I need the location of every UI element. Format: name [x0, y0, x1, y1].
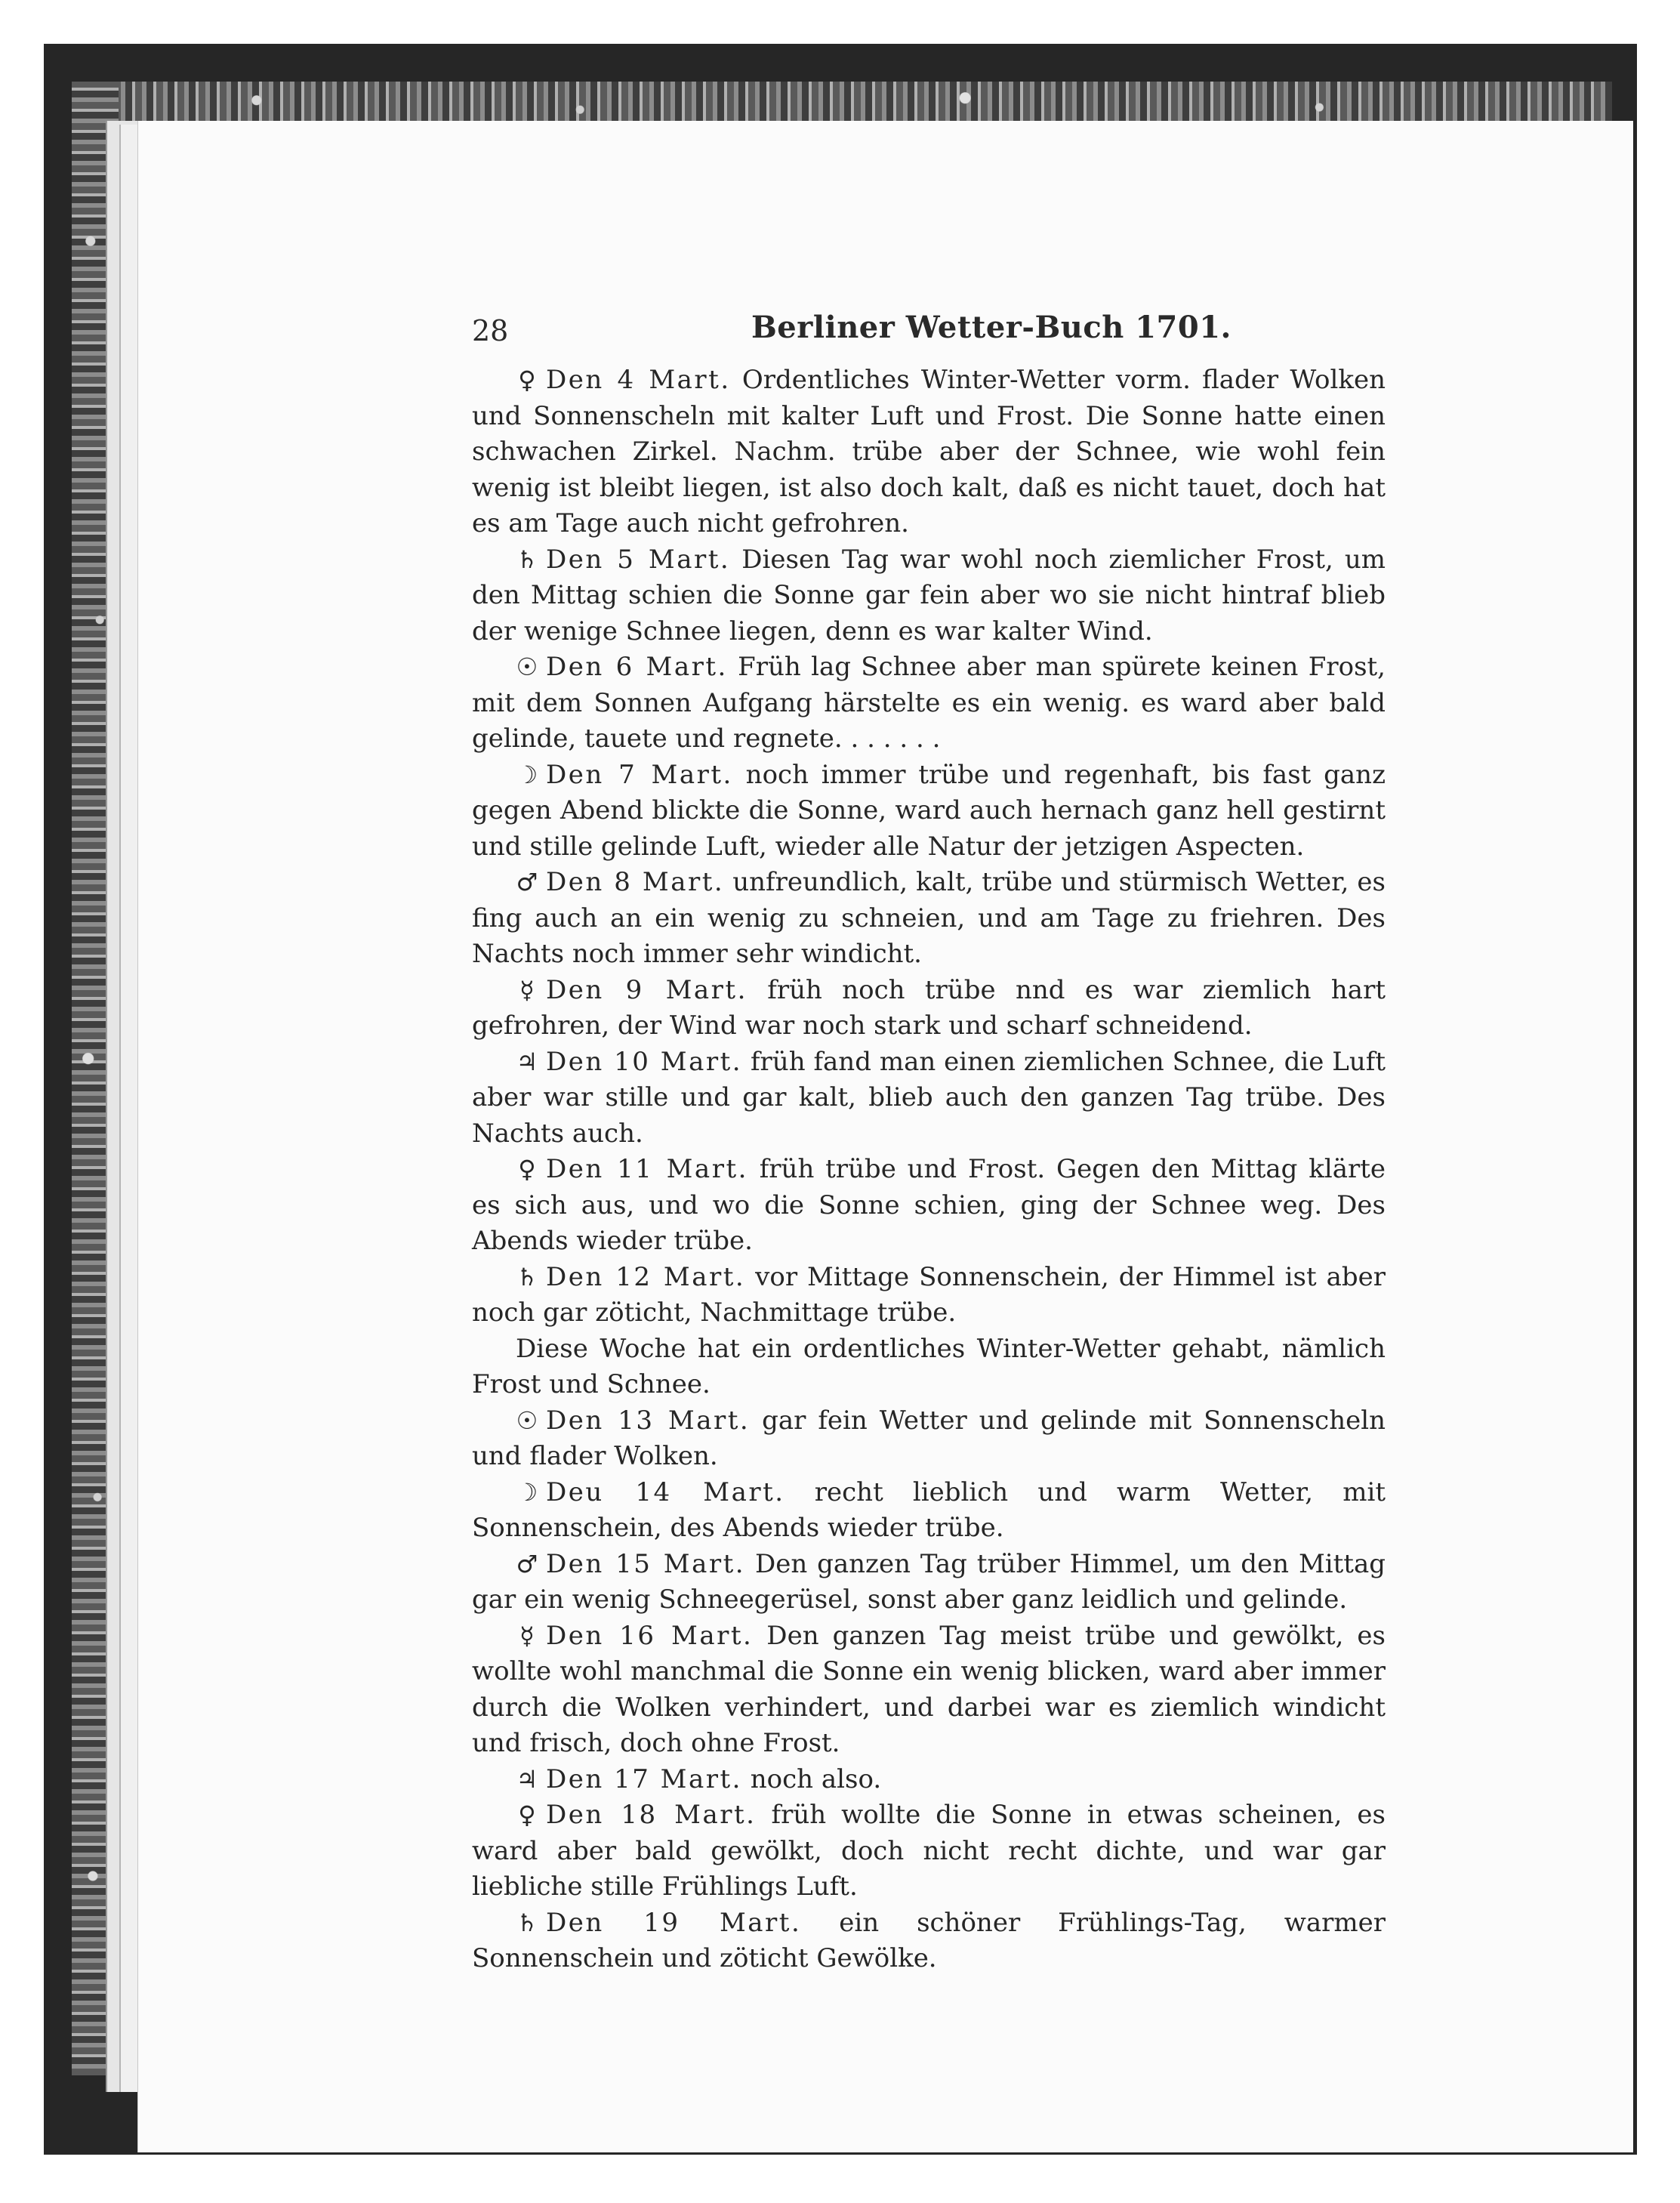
entry-date: Den 12 Mart. — [546, 1261, 746, 1292]
entry-date: Den 13 Mart. — [546, 1405, 751, 1436]
diary-entry — [472, 1260, 1386, 1331]
entry-date: Den 6 Mart. — [546, 652, 728, 682]
entry-date: Den 18 Mart. — [546, 1800, 757, 1830]
page-number: 28 — [472, 314, 509, 347]
entry-text: noch also. — [741, 1763, 882, 1794]
diary-entry — [472, 973, 1386, 1044]
mars-icon: ♂ — [516, 868, 538, 896]
mars-icon: ♂ — [516, 1549, 538, 1578]
diary-entry — [472, 1475, 1386, 1547]
sun-icon: ☉ — [516, 1405, 538, 1435]
entry-text: gar fein Wetter und gelinde mit Sonnenscheln und flader Wolken. — [472, 1405, 1386, 1471]
diary-entry — [472, 1152, 1386, 1260]
diary-entry — [472, 1044, 1386, 1152]
entry-text: früh wollte die Sonne in etwas scheinen, es ward aber bald gewölkt, doch nicht recht dichte, und war gar liebliche stille Frühlings Luft. — [472, 1800, 1386, 1902]
entry-text: recht lieblich und warm Wetter, mit Sonnenschein, des Abends wieder trübe. — [472, 1476, 1386, 1543]
entry-date: Den 9 Mart. — [546, 974, 748, 1005]
entry-text: noch immer trübe und regenhaft, bis fast ganz gegen Abend blickte die Sonne, ward auch hernach ganz hell gestirnt und stille gelinde Luft, wieder alle Natur der jetzigen Aspecten. — [472, 759, 1386, 862]
entry-text: Den ganzen Tag trüber Himmel, um den Mittag gar ein wenig Schneegerüsel, sonst aber ganz leidlich und gelinde. — [472, 1548, 1386, 1615]
venus-icon: ♀ — [518, 1800, 536, 1829]
entry-text: unfreundlich, kalt, trübe und stürmisch Wetter, es fing auch an ein wenig zu schneien, und am Tage zu friehren. Des Nachts noch immer sehr windicht. — [472, 867, 1386, 969]
entry-text: ein schöner Frühlings-Tag, warmer Sonnenschein und zöticht Gewölke. — [472, 1907, 1386, 1973]
running-title: Berliner Wetter-Buch 1701. — [751, 310, 1231, 345]
jupiter-icon: ♃ — [516, 1764, 538, 1794]
diary-entry — [472, 1403, 1386, 1475]
entry-text: früh fand man einen ziemlichen Schnee, die Luft aber war stille und gar kalt, blieb auch den ganzen Tag trübe. Des Nachts auch. — [472, 1046, 1386, 1149]
diary-entry — [472, 757, 1386, 865]
diary-entry — [472, 1618, 1386, 1762]
diary-entry — [472, 649, 1386, 757]
entry-date: Den 4 Mart. — [546, 365, 731, 395]
saturn-icon: ♄ — [516, 1262, 538, 1291]
saturn-icon: ♄ — [516, 545, 538, 574]
entry-text: Ordentliches Winter-Wetter vorm. flader Wolken und Sonnenscheln mit kalter Luft und Frost. Die Sonne hatte einen schwachen Zirkel. Nachm. trübe aber der Schnee, wie wohl fein wenig ist bleibt liegen, ist also doch kalt, daß es nicht tauet, doch hat es am Tage auch nicht gefrohren. — [472, 365, 1386, 538]
entry-text: Früh lag Schnee aber man spürete keinen Frost, mit dem Sonnen Aufgang härstelte es ein wenig. es ward aber bald gelinde, tauete und regnete. . . . . . . — [472, 652, 1386, 754]
jupiter-icon: ♃ — [516, 1047, 538, 1076]
diary-entry — [472, 1331, 1386, 1403]
moon-icon: ☽ — [516, 760, 538, 789]
sun-icon: ☉ — [516, 653, 538, 681]
diary-entry — [472, 542, 1386, 650]
page-body — [472, 363, 1386, 1977]
entry-text: Diese Woche hat ein ordentliches Winter-Wetter gehabt, nämlich Frost und Schnee. — [472, 1333, 1386, 1399]
entry-text: früh trübe und Frost. Gegen den Mittag klärte es sich aus, und wo die Sonne schien, ging der Schnee weg. Des Abends wieder trübe. — [472, 1154, 1386, 1256]
mercury-icon: ☿ — [519, 1621, 535, 1650]
venus-icon: ♀ — [518, 1155, 536, 1183]
entry-date: Den 15 Mart. — [546, 1548, 746, 1579]
diary-entry — [472, 1762, 1386, 1798]
entry-date: Den 16 Mart. — [546, 1620, 754, 1651]
entry-date: Den 10 Mart. — [546, 1046, 743, 1077]
diary-entry — [472, 363, 1386, 542]
entry-text: Den ganzen Tag meist trübe und gewölkt, es wollte wohl manchmal die Sonne ein wenig blicken, ward aber immer durch die Wolken verhindert, und darbei war es ziemlich windicht und frisch, doch ohne Frost. — [472, 1620, 1386, 1758]
diary-entry — [472, 1797, 1386, 1905]
entry-date: Den 19 Mart. — [546, 1907, 802, 1938]
entry-date: Den 7 Mart. — [546, 759, 733, 790]
diary-entry — [472, 865, 1386, 973]
running-head — [472, 310, 1386, 355]
entry-date: Den 17 Mart. — [546, 1763, 742, 1794]
entry-date: Den 11 Mart. — [546, 1154, 748, 1184]
entry-text: vor Mittage Sonnenschein, der Himmel ist aber noch gar zöticht, Nachmittage trübe. — [472, 1261, 1386, 1328]
entry-date: Deu 14 Mart. — [546, 1476, 785, 1507]
saturn-icon: ♄ — [516, 1908, 538, 1937]
moon-icon: ☽ — [516, 1477, 538, 1507]
entry-text: Diesen Tag war wohl noch ziemlicher Frost, um den Mittag schien die Sonne gar fein aber wo sie nicht hintraf blieb der wenige Schnee liegen, denn es war kalter Wind. — [472, 544, 1386, 646]
entry-date: Den 8 Mart. — [546, 867, 725, 897]
mercury-icon: ☿ — [519, 975, 535, 1004]
venus-icon: ♀ — [518, 366, 536, 394]
diary-entry — [472, 1547, 1386, 1618]
entry-date: Den 5 Mart. — [546, 544, 731, 575]
entry-text: früh noch trübe nnd es war ziemlich hart gefrohren, der Wind war noch stark und scharf schneidend. — [472, 974, 1386, 1041]
diary-entry — [472, 1905, 1386, 1977]
